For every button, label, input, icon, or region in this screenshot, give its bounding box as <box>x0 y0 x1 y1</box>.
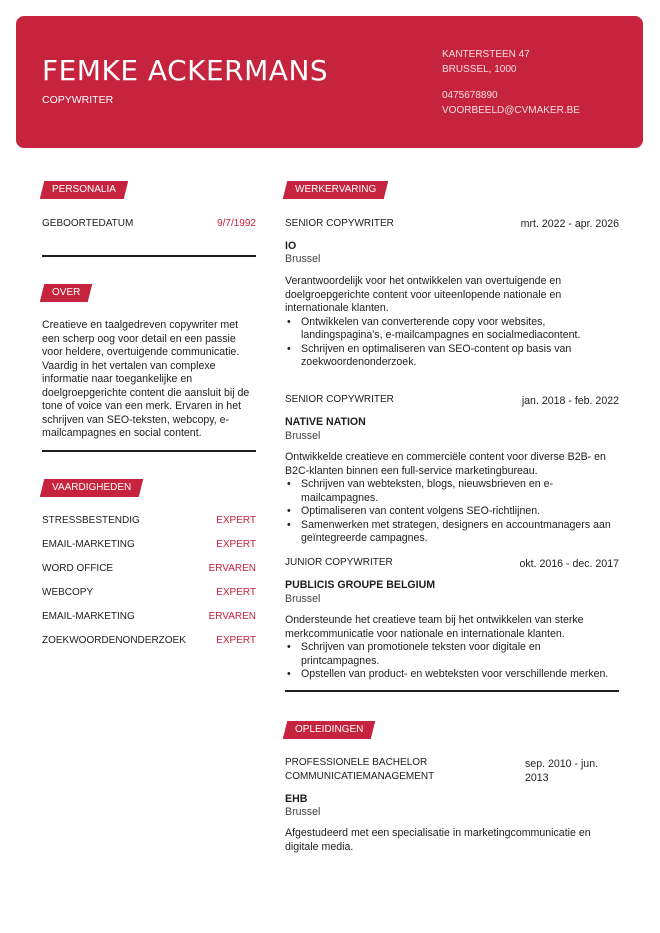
address-line-1: KANTERSTEEN 47 <box>442 49 530 60</box>
education-description: Afgestudeerd met een specialisatie in marketingcommunicatie en digitale media. <box>285 827 591 853</box>
skill-name: EMAIL-MARKETING <box>42 539 135 550</box>
about-text: Creatieve en taalgedreven copywriter met een scherp oog voor detail en een passie voor heldere, overtuigende communicatie. Vaardig in het vertalen van complexe informatie naar toegankelijke en doelgroepgerichte content die aansluit bij de tone of voice van een merk. Ervaren in het schrijven van SEO-teksten, webcopy, e-mailcampagnes en social content. <box>42 319 250 439</box>
section-over-heading: OVER <box>40 284 93 302</box>
education-title: PROFESSIONELE BACHELOR COMMUNICATIEMANAGEMENT <box>285 757 435 782</box>
divider <box>42 450 256 452</box>
divider <box>285 690 619 692</box>
birthdate-label: GEBOORTEDATUM <box>42 218 134 229</box>
birthdate-value: 9/7/1992 <box>217 218 256 229</box>
job-bullet: • Samenwerken met strategen, designers en accountmanagers aan geïntegreerde campagnes. <box>285 519 621 546</box>
company-name: NATIVE NATION <box>285 416 366 428</box>
job-bullets <box>285 478 621 546</box>
skill-name: WORD OFFICE <box>42 563 114 574</box>
job-title: JUNIOR COPYWRITER <box>285 557 393 568</box>
skill-level: EXPERT <box>216 587 256 598</box>
skill-level: ERVAREN <box>208 611 256 622</box>
skill-level: EXPERT <box>216 515 256 526</box>
job-city: Brussel <box>285 593 321 605</box>
skill-level: EXPERT <box>216 635 256 646</box>
job-title: SENIOR COPYWRITER <box>285 394 394 405</box>
section-werkervaring-heading: WERKERVARING <box>283 181 389 199</box>
job-city: Brussel <box>285 430 321 442</box>
address-line-2: BRUSSEL, 1000 <box>442 63 517 75</box>
job-title: SENIOR COPYWRITER <box>285 218 394 229</box>
job-intro: Verantwoordelijk voor het ontwikkelen van overtuigende en doelgroepgerichte content voor uiteenlopende nationale en internationale klanten. <box>285 275 562 314</box>
job-bullets <box>285 316 621 370</box>
job-description <box>285 275 621 370</box>
job-date: okt. 2016 - dec. 2017 <box>519 558 619 570</box>
skill-name: STRESSBESTENDIG <box>42 515 140 526</box>
contact-info <box>442 48 580 118</box>
section-personalia-heading: PERSONALIA <box>40 181 128 199</box>
section-vaardigheden-heading: VAARDIGHEDEN <box>40 479 144 497</box>
skill-level: ERVAREN <box>208 563 256 574</box>
school-city: Brussel <box>285 806 321 818</box>
company-name: IO <box>285 240 297 252</box>
candidate-name: FEMKE ACKERMANS <box>42 54 329 87</box>
job-bullet: • Schrijven van promotionele teksten voor digitale en printcampagnes. <box>285 641 621 668</box>
job-bullet: • Ontwikkelen van converterende copy voor websites, landingspagina's, e-mailcampagnes en socialmediacontent. <box>285 316 621 343</box>
job-bullet: • Schrijven en optimaliseren van SEO-content op basis van zoekwoordenonderzoek. <box>285 343 621 370</box>
section-opleidingen-heading: OPLEIDINGEN <box>283 721 376 739</box>
job-description <box>285 451 621 546</box>
job-bullets <box>285 641 621 682</box>
job-bullet: • Opstellen van product- en webteksten voor verschillende merken. <box>285 668 621 682</box>
job-city: Brussel <box>285 253 321 265</box>
company-name: PUBLICIS GROUPE BELGIUM <box>285 579 436 591</box>
job-bullet: • Schrijven van webteksten, blogs, nieuwsbrieven en e-mailcampagnes. <box>285 478 621 505</box>
skill-name: ZOEKWOORDENONDERZOEK <box>42 635 186 646</box>
job-date: jan. 2018 - feb. 2022 <box>521 395 619 407</box>
phone-number: 0475678890 <box>442 90 498 101</box>
job-date: mrt. 2022 - apr. 2026 <box>520 218 619 230</box>
header-banner <box>16 16 643 148</box>
divider <box>42 255 256 257</box>
job-description <box>285 614 621 682</box>
job-bullet: • Optimaliseren van content volgens SEO-richtlijnen. <box>285 505 621 519</box>
skill-name: WEBCOPY <box>42 587 94 598</box>
candidate-role: COPYWRITER <box>42 94 114 106</box>
job-intro: Ontwikkelde creatieve en commerciële content voor diverse B2B- en B2C-klanten binnen een full-service marketingbureau. <box>285 451 606 477</box>
job-intro: Ondersteunde het creatieve team bij het ontwikkelen van sterke merkcommunicatie voor nationale en internationale klanten. <box>285 614 584 640</box>
education-date: sep. 2010 - jun. 2013 <box>525 758 599 784</box>
skill-name: EMAIL-MARKETING <box>42 611 135 622</box>
school-name: EHB <box>285 793 308 805</box>
skill-level: EXPERT <box>216 539 256 550</box>
email-address: VOORBEELD@CVMAKER.BE <box>442 104 580 116</box>
